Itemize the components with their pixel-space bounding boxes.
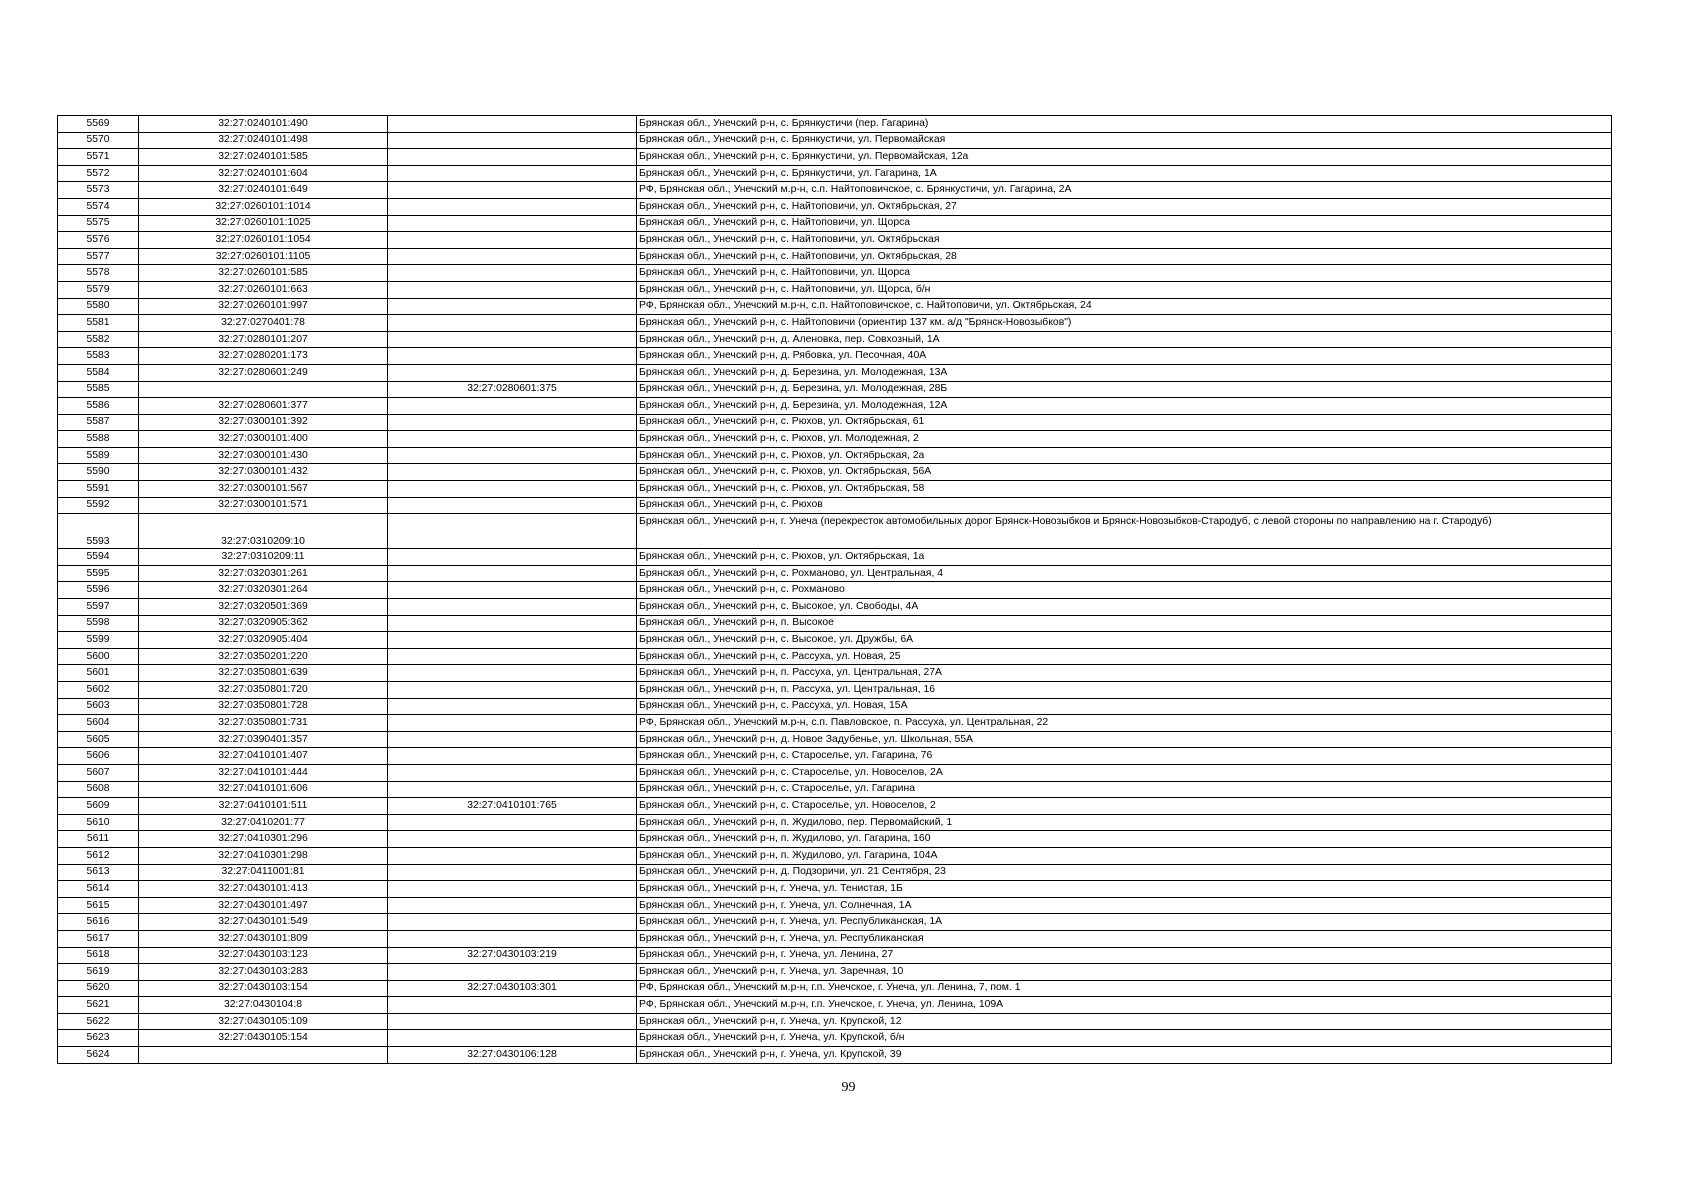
address-cell: Брянская обл., Унечский р-н, д. Подзоричи, ул. 21 Сентября, 23 xyxy=(637,864,1612,881)
row-number-cell: 5569 xyxy=(58,116,139,133)
table-row xyxy=(58,599,1612,616)
table-row xyxy=(58,514,1612,549)
address-cell: Брянская обл., Унечский р-н, с. Найтоповичи, ул. Щорса, б/н xyxy=(637,281,1612,298)
address-cell: Брянская обл., Унечский р-н, п. Жудилово, пер. Первомайский, 1 xyxy=(637,814,1612,831)
address-cell: Брянская обл., Унечский р-н, г. Унеча, ул. Заречная, 10 xyxy=(637,964,1612,981)
linked-cadastral-number-cell xyxy=(388,615,637,632)
address-cell: Брянская обл., Унечский р-н, д. Березина, ул. Молодежная, 13А xyxy=(637,364,1612,381)
table-row xyxy=(58,497,1612,514)
address-cell: РФ, Брянская обл., Унечский м.р-н, с.п. Павловское, п. Рассуха, ул. Центральная, 22 xyxy=(637,715,1612,732)
table-row xyxy=(58,715,1612,732)
row-number-cell: 5592 xyxy=(58,497,139,514)
cadastral-number-cell: 32:27:0240101:604 xyxy=(139,165,388,182)
row-number-cell: 5598 xyxy=(58,615,139,632)
address-cell: РФ, Брянская обл., Унечский м.р-н, г.п. Унечское, г. Унеча, ул. Ленина, 7, пом. 1 xyxy=(637,980,1612,997)
cadastral-number-cell: 32:27:0300101:392 xyxy=(139,414,388,431)
table-row xyxy=(58,781,1612,798)
cadastral-number-cell: 32:27:0300101:400 xyxy=(139,431,388,448)
cadastral-number-cell: 32:27:0430105:154 xyxy=(139,1030,388,1047)
table-row xyxy=(58,149,1612,166)
cadastral-number-cell: 32:27:0410201:77 xyxy=(139,814,388,831)
address-cell: Брянская обл., Унечский р-н, с. Рюхов, ул. Молодежная, 2 xyxy=(637,431,1612,448)
linked-cadastral-number-cell xyxy=(388,864,637,881)
address-cell: Брянская обл., Унечский р-н, с. Брянкустичи, ул. Первомайская xyxy=(637,132,1612,149)
address-cell: Брянская обл., Унечский р-н, с. Рассуха, ул. Новая, 15А xyxy=(637,698,1612,715)
linked-cadastral-number-cell xyxy=(388,1030,637,1047)
linked-cadastral-number-cell: 32:27:0430103:219 xyxy=(388,947,637,964)
row-number-cell: 5618 xyxy=(58,947,139,964)
cadastral-number-cell: 32:27:0410301:298 xyxy=(139,847,388,864)
table-row xyxy=(58,447,1612,464)
table-row xyxy=(58,947,1612,964)
address-cell: Брянская обл., Унечский р-н, г. Унеча, ул. Солнечная, 1А xyxy=(637,897,1612,914)
cadastral-number-cell: 32:27:0300101:571 xyxy=(139,497,388,514)
address-cell: РФ, Брянская обл., Унечский м.р-н, г.п. Унечское, г. Унеча, ул. Ленина, 109А xyxy=(637,997,1612,1014)
cadastral-number-cell: 32:27:0430103:123 xyxy=(139,947,388,964)
cadastral-number-cell: 32:27:0430101:809 xyxy=(139,930,388,947)
cadastral-number-cell: 32:27:0310209:10 xyxy=(139,514,388,549)
linked-cadastral-number-cell xyxy=(388,414,637,431)
table-row xyxy=(58,331,1612,348)
row-number-cell: 5617 xyxy=(58,930,139,947)
address-cell: Брянская обл., Унечский р-н, с. Найтоповичи (ориентир 137 км. а/д "Брянск-Новозыбков") xyxy=(637,315,1612,332)
cadastral-number-cell: 32:27:0280601:249 xyxy=(139,364,388,381)
address-cell: Брянская обл., Унечский р-н, с. Рохманово xyxy=(637,582,1612,599)
row-number-cell: 5605 xyxy=(58,731,139,748)
linked-cadastral-number-cell xyxy=(388,265,637,282)
cadastral-number-cell: 32:27:0320905:362 xyxy=(139,615,388,632)
table-row xyxy=(58,964,1612,981)
linked-cadastral-number-cell xyxy=(388,248,637,265)
row-number-cell: 5595 xyxy=(58,565,139,582)
address-cell: Брянская обл., Унечский р-н, с. Староселье, ул. Новоселов, 2 xyxy=(637,798,1612,815)
address-cell: Брянская обл., Унечский р-н, с. Найтоповичи, ул. Октябрьская, 28 xyxy=(637,248,1612,265)
linked-cadastral-number-cell xyxy=(388,165,637,182)
cadastral-number-cell: 32:27:0300101:567 xyxy=(139,481,388,498)
table-row xyxy=(58,665,1612,682)
address-cell: Брянская обл., Унечский р-н, г. Унеча, ул. Крупской, 39 xyxy=(637,1047,1612,1064)
row-number-cell: 5587 xyxy=(58,414,139,431)
linked-cadastral-number-cell xyxy=(388,431,637,448)
address-cell: Брянская обл., Унечский р-н, г. Унеча, ул. Крупской, 12 xyxy=(637,1013,1612,1030)
cadastral-number-cell: 32:27:0300101:432 xyxy=(139,464,388,481)
cadastral-number-cell: 32:27:0410101:444 xyxy=(139,764,388,781)
cadastral-number-cell: 32:27:0430101:549 xyxy=(139,914,388,931)
table-row xyxy=(58,431,1612,448)
cadastral-number-cell: 32:27:0260101:585 xyxy=(139,265,388,282)
linked-cadastral-number-cell xyxy=(388,781,637,798)
linked-cadastral-number-cell xyxy=(388,881,637,898)
table-row xyxy=(58,682,1612,699)
address-cell: Брянская обл., Унечский р-н, д. Аленовка, пер. Совхозный, 1А xyxy=(637,331,1612,348)
linked-cadastral-number-cell xyxy=(388,132,637,149)
linked-cadastral-number-cell xyxy=(388,914,637,931)
linked-cadastral-number-cell xyxy=(388,182,637,199)
row-number-cell: 5615 xyxy=(58,897,139,914)
table-row xyxy=(58,881,1612,898)
row-number-cell: 5572 xyxy=(58,165,139,182)
address-cell: Брянская обл., Унечский р-н, д. Рябовка, ул. Песочная, 40А xyxy=(637,348,1612,365)
cadastral-number-cell: 32:27:0430104:8 xyxy=(139,997,388,1014)
cadastral-number-cell: 32:27:0430103:154 xyxy=(139,980,388,997)
address-cell: Брянская обл., Унечский р-н, с. Рюхов, ул. Октябрьская, 1а xyxy=(637,549,1612,566)
address-cell: Брянская обл., Унечский р-н, с. Найтоповичи, ул. Щорса xyxy=(637,215,1612,232)
address-cell: Брянская обл., Унечский р-н, с. Рюхов xyxy=(637,497,1612,514)
table-row xyxy=(58,198,1612,215)
table-row xyxy=(58,281,1612,298)
table-row xyxy=(58,414,1612,431)
cadastral-number-cell: 32:27:0260101:1025 xyxy=(139,215,388,232)
linked-cadastral-number-cell xyxy=(388,565,637,582)
linked-cadastral-number-cell xyxy=(388,632,637,649)
table-row xyxy=(58,831,1612,848)
address-cell: РФ, Брянская обл., Унечский м.р-н, с.п. Найтоповичское, с. Брянкустичи, ул. Гагарина, 2А xyxy=(637,182,1612,199)
row-number-cell: 5623 xyxy=(58,1030,139,1047)
table-row xyxy=(58,798,1612,815)
cadastral-number-cell xyxy=(139,1047,388,1064)
table-row xyxy=(58,315,1612,332)
table-row xyxy=(58,348,1612,365)
cadastral-number-cell: 32:27:0280601:377 xyxy=(139,398,388,415)
row-number-cell: 5584 xyxy=(58,364,139,381)
row-number-cell: 5608 xyxy=(58,781,139,798)
table-row xyxy=(58,464,1612,481)
linked-cadastral-number-cell xyxy=(388,331,637,348)
property-registry-table xyxy=(57,115,1612,1064)
linked-cadastral-number-cell xyxy=(388,930,637,947)
cadastral-number-cell: 32:27:0240101:490 xyxy=(139,116,388,133)
cadastral-number-cell xyxy=(139,381,388,398)
row-number-cell: 5616 xyxy=(58,914,139,931)
row-number-cell: 5620 xyxy=(58,980,139,997)
table-row xyxy=(58,1030,1612,1047)
row-number-cell: 5588 xyxy=(58,431,139,448)
row-number-cell: 5589 xyxy=(58,447,139,464)
linked-cadastral-number-cell xyxy=(388,831,637,848)
table-row xyxy=(58,731,1612,748)
address-cell: Брянская обл., Унечский р-н, с. Брянкустичи, ул. Первомайская, 12а xyxy=(637,149,1612,166)
cadastral-number-cell: 32:27:0260101:663 xyxy=(139,281,388,298)
row-number-cell: 5606 xyxy=(58,748,139,765)
table-row xyxy=(58,381,1612,398)
address-cell: Брянская обл., Унечский р-н, г. Унеча, ул. Республиканская xyxy=(637,930,1612,947)
linked-cadastral-number-cell xyxy=(388,665,637,682)
cadastral-number-cell: 32:27:0410101:606 xyxy=(139,781,388,798)
row-number-cell: 5602 xyxy=(58,682,139,699)
cadastral-number-cell: 32:27:0320301:264 xyxy=(139,582,388,599)
table-row xyxy=(58,565,1612,582)
cadastral-number-cell: 32:27:0300101:430 xyxy=(139,447,388,464)
row-number-cell: 5573 xyxy=(58,182,139,199)
table-row xyxy=(58,298,1612,315)
linked-cadastral-number-cell xyxy=(388,549,637,566)
table-row xyxy=(58,132,1612,149)
linked-cadastral-number-cell xyxy=(388,198,637,215)
table-row xyxy=(58,265,1612,282)
row-number-cell: 5599 xyxy=(58,632,139,649)
address-cell: Брянская обл., Унечский р-н, с. Рюхов, ул. Октябрьская, 56А xyxy=(637,464,1612,481)
linked-cadastral-number-cell xyxy=(388,715,637,732)
linked-cadastral-number-cell xyxy=(388,116,637,133)
table-row xyxy=(58,914,1612,931)
table-row xyxy=(58,398,1612,415)
table-row xyxy=(58,1047,1612,1064)
linked-cadastral-number-cell xyxy=(388,897,637,914)
cadastral-number-cell: 32:27:0310209:11 xyxy=(139,549,388,566)
row-number-cell: 5612 xyxy=(58,847,139,864)
table-row xyxy=(58,232,1612,249)
cadastral-number-cell: 32:27:0320501:369 xyxy=(139,599,388,616)
row-number-cell: 5604 xyxy=(58,715,139,732)
row-number-cell: 5577 xyxy=(58,248,139,265)
table-row xyxy=(58,248,1612,265)
linked-cadastral-number-cell xyxy=(388,348,637,365)
linked-cadastral-number-cell xyxy=(388,298,637,315)
linked-cadastral-number-cell xyxy=(388,315,637,332)
cadastral-number-cell: 32:27:0350201:220 xyxy=(139,648,388,665)
cadastral-number-cell: 32:27:0260101:1014 xyxy=(139,198,388,215)
address-cell: Брянская обл., Унечский р-н, п. Жудилово, ул. Гагарина, 160 xyxy=(637,831,1612,848)
cadastral-number-cell: 32:27:0240101:585 xyxy=(139,149,388,166)
table-row xyxy=(58,549,1612,566)
row-number-cell: 5594 xyxy=(58,549,139,566)
linked-cadastral-number-cell xyxy=(388,847,637,864)
table-row xyxy=(58,814,1612,831)
address-cell: Брянская обл., Унечский р-н, с. Рюхов, ул. Октябрьская, 61 xyxy=(637,414,1612,431)
address-cell: Брянская обл., Унечский р-н, п. Рассуха, ул. Центральная, 27А xyxy=(637,665,1612,682)
address-cell: Брянская обл., Унечский р-н, с. Найтоповичи, ул. Щорса xyxy=(637,265,1612,282)
address-cell: Брянская обл., Унечский р-н, с. Староселье, ул. Новоселов, 2А xyxy=(637,764,1612,781)
row-number-cell: 5582 xyxy=(58,331,139,348)
address-cell: Брянская обл., Унечский р-н, г. Унеча, ул. Республиканская, 1А xyxy=(637,914,1612,931)
cadastral-number-cell: 32:27:0350801:731 xyxy=(139,715,388,732)
address-cell: Брянская обл., Унечский р-н, г. Унеча (перекресток автомобильных дорог Брянск-Новозыбков и Брянск-Новозыбков-Стародуб, с левой стороны по направлению на г. Стародуб) xyxy=(637,514,1612,549)
linked-cadastral-number-cell xyxy=(388,464,637,481)
address-cell: Брянская обл., Унечский р-н, г. Унеча, ул. Ленина, 27 xyxy=(637,947,1612,964)
cadastral-number-cell: 32:27:0411001:81 xyxy=(139,864,388,881)
cadastral-number-cell: 32:27:0390401:357 xyxy=(139,731,388,748)
table-row xyxy=(58,481,1612,498)
cadastral-number-cell: 32:27:0280201:173 xyxy=(139,348,388,365)
table-row xyxy=(58,215,1612,232)
registry-sheet xyxy=(57,115,1611,1064)
address-cell: Брянская обл., Унечский р-н, с. Найтоповичи, ул. Октябрьская xyxy=(637,232,1612,249)
row-number-cell: 5621 xyxy=(58,997,139,1014)
linked-cadastral-number-cell xyxy=(388,398,637,415)
linked-cadastral-number-cell xyxy=(388,514,637,549)
address-cell: Брянская обл., Унечский р-н, с. Высокое, ул. Свободы, 4А xyxy=(637,599,1612,616)
table-row xyxy=(58,997,1612,1014)
cadastral-number-cell: 32:27:0320905:404 xyxy=(139,632,388,649)
address-cell: Брянская обл., Унечский р-н, с. Брянкустичи (пер. Гагарина) xyxy=(637,116,1612,133)
linked-cadastral-number-cell: 32:27:0430103:301 xyxy=(388,980,637,997)
cadastral-number-cell: 32:27:0430101:497 xyxy=(139,897,388,914)
linked-cadastral-number-cell: 32:27:0410101:765 xyxy=(388,798,637,815)
table-row xyxy=(58,116,1612,133)
row-number-cell: 5597 xyxy=(58,599,139,616)
address-cell: Брянская обл., Унечский р-н, с. Рюхов, ул. Октябрьская, 58 xyxy=(637,481,1612,498)
row-number-cell: 5603 xyxy=(58,698,139,715)
address-cell: Брянская обл., Унечский р-н, г. Унеча, ул. Крупской, б/н xyxy=(637,1030,1612,1047)
row-number-cell: 5591 xyxy=(58,481,139,498)
address-cell: Брянская обл., Унечский р-н, п. Рассуха, ул. Центральная, 16 xyxy=(637,682,1612,699)
address-cell: Брянская обл., Унечский р-н, г. Унеча, ул. Тенистая, 1Б xyxy=(637,881,1612,898)
row-number-cell: 5609 xyxy=(58,798,139,815)
linked-cadastral-number-cell xyxy=(388,748,637,765)
table-row xyxy=(58,165,1612,182)
linked-cadastral-number-cell xyxy=(388,364,637,381)
table-row xyxy=(58,748,1612,765)
table-row xyxy=(58,1013,1612,1030)
row-number-cell: 5624 xyxy=(58,1047,139,1064)
linked-cadastral-number-cell xyxy=(388,599,637,616)
cadastral-number-cell: 32:27:0350801:728 xyxy=(139,698,388,715)
row-number-cell: 5580 xyxy=(58,298,139,315)
cadastral-number-cell: 32:27:0410101:511 xyxy=(139,798,388,815)
row-number-cell: 5610 xyxy=(58,814,139,831)
cadastral-number-cell: 32:27:0280101:207 xyxy=(139,331,388,348)
cadastral-number-cell: 32:27:0260101:1105 xyxy=(139,248,388,265)
cadastral-number-cell: 32:27:0240101:649 xyxy=(139,182,388,199)
address-cell: Брянская обл., Унечский р-н, с. Староселье, ул. Гагарина xyxy=(637,781,1612,798)
table-row xyxy=(58,182,1612,199)
row-number-cell: 5578 xyxy=(58,265,139,282)
cadastral-number-cell: 32:27:0430103:283 xyxy=(139,964,388,981)
table-row xyxy=(58,847,1612,864)
linked-cadastral-number-cell xyxy=(388,648,637,665)
table-row xyxy=(58,764,1612,781)
address-cell: Брянская обл., Унечский р-н, д. Березина, ул. Молодежная, 12А xyxy=(637,398,1612,415)
row-number-cell: 5596 xyxy=(58,582,139,599)
cadastral-number-cell: 32:27:0410301:296 xyxy=(139,831,388,848)
cadastral-number-cell: 32:27:0430101:413 xyxy=(139,881,388,898)
row-number-cell: 5622 xyxy=(58,1013,139,1030)
address-cell: РФ, Брянская обл., Унечский м.р-н, с.п. Найтоповичское, с. Найтоповичи, ул. Октябрьская, 24 xyxy=(637,298,1612,315)
linked-cadastral-number-cell xyxy=(388,497,637,514)
table-row xyxy=(58,632,1612,649)
row-number-cell: 5571 xyxy=(58,149,139,166)
linked-cadastral-number-cell: 32:27:0430106:128 xyxy=(388,1047,637,1064)
table-row xyxy=(58,930,1612,947)
row-number-cell: 5574 xyxy=(58,198,139,215)
row-number-cell: 5593 xyxy=(58,514,139,549)
row-number-cell: 5613 xyxy=(58,864,139,881)
row-number-cell: 5601 xyxy=(58,665,139,682)
linked-cadastral-number-cell xyxy=(388,215,637,232)
address-cell: Брянская обл., Унечский р-н, с. Рохманово, ул. Центральная, 4 xyxy=(637,565,1612,582)
address-cell: Брянская обл., Унечский р-н, п. Жудилово, ул. Гагарина, 104А xyxy=(637,847,1612,864)
row-number-cell: 5600 xyxy=(58,648,139,665)
registry-body xyxy=(58,116,1612,1064)
row-number-cell: 5581 xyxy=(58,315,139,332)
cadastral-number-cell: 32:27:0260101:1054 xyxy=(139,232,388,249)
address-cell: Брянская обл., Унечский р-н, с. Найтоповичи, ул. Октябрьская, 27 xyxy=(637,198,1612,215)
cadastral-number-cell: 32:27:0320301:261 xyxy=(139,565,388,582)
cadastral-number-cell: 32:27:0270401:78 xyxy=(139,315,388,332)
linked-cadastral-number-cell xyxy=(388,1013,637,1030)
address-cell: Брянская обл., Унечский р-н, д. Березина, ул. Молодежная, 28Б xyxy=(637,381,1612,398)
address-cell: Брянская обл., Унечский р-н, с. Рюхов, ул. Октябрьская, 2а xyxy=(637,447,1612,464)
linked-cadastral-number-cell: 32:27:0280601:375 xyxy=(388,381,637,398)
row-number-cell: 5575 xyxy=(58,215,139,232)
row-number-cell: 5614 xyxy=(58,881,139,898)
table-row xyxy=(58,364,1612,381)
row-number-cell: 5611 xyxy=(58,831,139,848)
row-number-cell: 5590 xyxy=(58,464,139,481)
address-cell: Брянская обл., Унечский р-н, д. Новое Задубенье, ул. Школьная, 55А xyxy=(637,731,1612,748)
row-number-cell: 5576 xyxy=(58,232,139,249)
linked-cadastral-number-cell xyxy=(388,731,637,748)
linked-cadastral-number-cell xyxy=(388,698,637,715)
address-cell: Брянская обл., Унечский р-н, с. Рассуха, ул. Новая, 25 xyxy=(637,648,1612,665)
table-row xyxy=(58,864,1612,881)
cadastral-number-cell: 32:27:0350801:639 xyxy=(139,665,388,682)
row-number-cell: 5583 xyxy=(58,348,139,365)
table-row xyxy=(58,582,1612,599)
cadastral-number-cell: 32:27:0430105:109 xyxy=(139,1013,388,1030)
cadastral-number-cell: 32:27:0240101:498 xyxy=(139,132,388,149)
table-row xyxy=(58,980,1612,997)
linked-cadastral-number-cell xyxy=(388,447,637,464)
table-row xyxy=(58,648,1612,665)
linked-cadastral-number-cell xyxy=(388,481,637,498)
linked-cadastral-number-cell xyxy=(388,964,637,981)
linked-cadastral-number-cell xyxy=(388,997,637,1014)
cadastral-number-cell: 32:27:0350801:720 xyxy=(139,682,388,699)
linked-cadastral-number-cell xyxy=(388,281,637,298)
cadastral-number-cell: 32:27:0410101:407 xyxy=(139,748,388,765)
cadastral-number-cell: 32:27:0260101:997 xyxy=(139,298,388,315)
linked-cadastral-number-cell xyxy=(388,149,637,166)
row-number-cell: 5619 xyxy=(58,964,139,981)
address-cell: Брянская обл., Унечский р-н, с. Староселье, ул. Гагарина, 76 xyxy=(637,748,1612,765)
row-number-cell: 5585 xyxy=(58,381,139,398)
row-number-cell: 5586 xyxy=(58,398,139,415)
row-number-cell: 5570 xyxy=(58,132,139,149)
row-number-cell: 5607 xyxy=(58,764,139,781)
address-cell: Брянская обл., Унечский р-н, п. Высокое xyxy=(637,615,1612,632)
linked-cadastral-number-cell xyxy=(388,232,637,249)
page-number: 99 xyxy=(841,1080,856,1095)
table-row xyxy=(58,698,1612,715)
linked-cadastral-number-cell xyxy=(388,814,637,831)
row-number-cell: 5579 xyxy=(58,281,139,298)
linked-cadastral-number-cell xyxy=(388,682,637,699)
address-cell: Брянская обл., Унечский р-н, с. Брянкустичи, ул. Гагарина, 1А xyxy=(637,165,1612,182)
address-cell: Брянская обл., Унечский р-н, с. Высокое, ул. Дружбы, 6А xyxy=(637,632,1612,649)
table-row xyxy=(58,897,1612,914)
linked-cadastral-number-cell xyxy=(388,764,637,781)
table-row xyxy=(58,615,1612,632)
linked-cadastral-number-cell xyxy=(388,582,637,599)
